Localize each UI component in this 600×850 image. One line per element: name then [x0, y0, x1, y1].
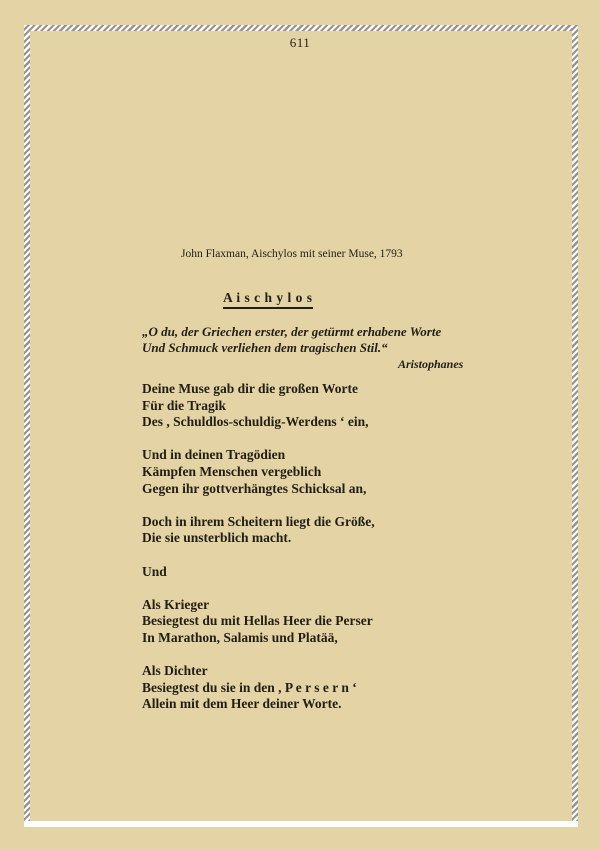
poem-line: Die sie unsterblich macht. [142, 530, 292, 546]
page-border-bottom [24, 821, 578, 827]
page-border-right [572, 25, 578, 827]
page-title: A i s c h y l o s [223, 290, 313, 309]
poem-line: Besiegtest du mit Hellas Heer die Perser [142, 613, 373, 629]
poem-stanza [142, 663, 375, 713]
poem-stanza [142, 564, 375, 581]
poem-line: Für die Tragik [142, 397, 227, 413]
poem-line: In Marathon, Salamis und Platää, [142, 629, 338, 645]
poem-line: Deine Muse gab dir die großen Worte [142, 381, 358, 396]
poem-line: Und [142, 563, 167, 579]
poem-line: Gegen ihr gottverhängtes Schicksal an, [142, 480, 367, 496]
page-number: 611 [289, 35, 311, 50]
quote-line: „O du, der Griechen erster, der getürmt erhabene Worte [142, 324, 442, 339]
quote-line: Und Schmuck verliehen dem tragischen Stil.“ [142, 340, 388, 355]
poem-line: Besiegtest du sie in den , P e r s e r n ‘ [142, 679, 357, 695]
quote-attribution: Aristophanes [398, 357, 464, 371]
poem-line: Doch in ihrem Scheitern liegt die Größe, [142, 513, 375, 529]
epigraph-quote [142, 324, 441, 356]
poem-stanza [142, 381, 375, 431]
image-caption: John Flaxman, Aischylos mit seiner Muse, 1793 [181, 248, 403, 260]
page-border-left [24, 25, 30, 827]
poem-line: Als Krieger [142, 596, 210, 612]
poem-line: Des , Schuldlos-schuldig-Werdens ‘ ein, [142, 414, 369, 430]
poem-line: Als Dichter [142, 663, 208, 679]
poem-line: Allein mit dem Heer deiner Worte. [142, 696, 342, 712]
poem-stanza [142, 514, 375, 547]
poem-line: Kämpfen Menschen vergeblich [142, 463, 322, 479]
page-border-top [24, 25, 578, 31]
poem-line: Und in deinen Tragödien [142, 447, 286, 463]
poem-stanza [142, 597, 375, 647]
poem-stanza [142, 447, 375, 497]
poem [142, 381, 375, 729]
